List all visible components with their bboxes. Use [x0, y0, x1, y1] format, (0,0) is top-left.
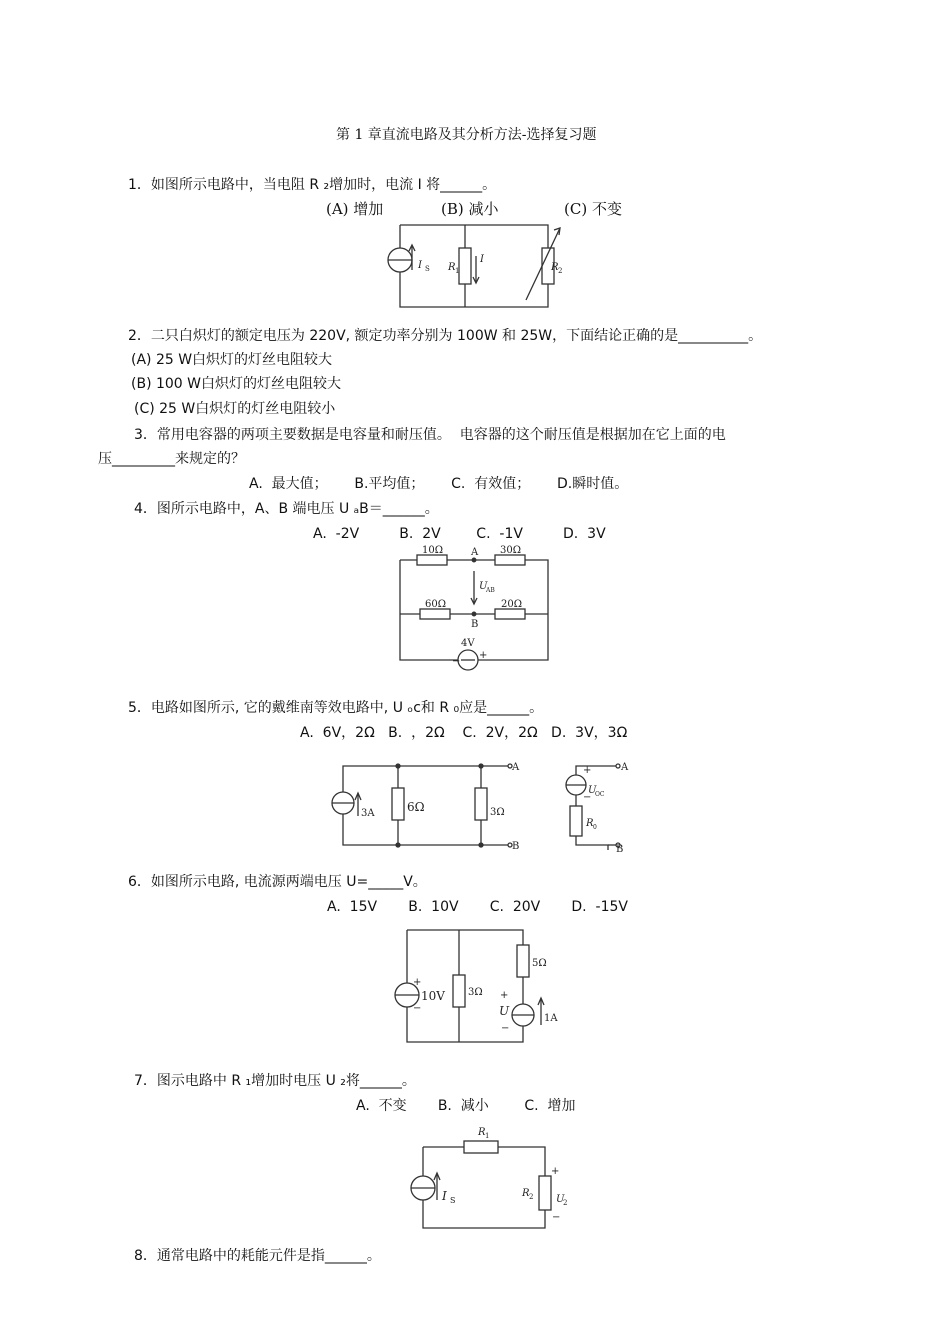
resistor-3ohm — [475, 788, 487, 820]
question-7-stem: 7．图示电路中 R ₁增加时电压 U ₂将______。 — [134, 1073, 416, 1089]
question-6-options: A. 15V B. 10V C. 20V D. -15V — [327, 899, 628, 915]
svg-text:B: B — [512, 841, 520, 852]
svg-text:1: 1 — [485, 1132, 490, 1140]
svg-text:I: I — [480, 254, 484, 265]
question-5-options: A. 6V，2Ω B. ，2Ω C. 2V，2Ω D. 3V，3Ω — [300, 725, 628, 741]
question-1-option-a: (A) 增加 — [326, 200, 384, 218]
question-5-stem: 5．电路如图所示, 它的戴维南等效电路中, U ₒc和 R ₀应是______。 — [128, 700, 544, 716]
question-8-stem: 8．通常电路中的耗能元件是指______。 — [134, 1248, 381, 1264]
question-2-option-c: (C) 25 W白炽灯的灯丝电阻较小 — [134, 401, 336, 417]
page-title: 第 1 章直流电路及其分析方法-选择复习题 — [336, 127, 597, 143]
resistor-r1 — [459, 248, 471, 284]
svg-text:−: − — [413, 1003, 422, 1014]
svg-text:1: 1 — [455, 267, 460, 275]
svg-text:20Ω: 20Ω — [501, 599, 523, 610]
svg-text:10V: 10V — [421, 989, 445, 1003]
svg-text:U: U — [556, 1194, 565, 1205]
svg-text:B: B — [471, 619, 479, 630]
svg-text:2: 2 — [558, 267, 563, 275]
svg-text:S: S — [425, 265, 430, 273]
resistor-20ohm — [495, 609, 525, 619]
svg-text:A: A — [621, 762, 629, 773]
svg-text:1A: 1A — [544, 1013, 558, 1024]
question-6-stem: 6．如图所示电路, 电流源两端电压 U=_____V。 — [128, 874, 427, 890]
question-7-options: A. 不变 B. 减小 C. 增加 — [356, 1098, 576, 1114]
svg-text:30Ω: 30Ω — [500, 545, 522, 556]
svg-text:−: − — [501, 1023, 510, 1034]
svg-text:0: 0 — [593, 824, 597, 831]
resistor-r1 — [464, 1141, 498, 1153]
resistor-6ohm — [392, 788, 404, 820]
question-1-option-b: (B) 减小 — [441, 200, 499, 218]
question-5-circuit — [300, 758, 505, 853]
question-2-option-a: (A) 25 W白炽灯的灯丝电阻较大 — [131, 352, 333, 368]
svg-text:R: R — [478, 1127, 486, 1138]
svg-text:U: U — [588, 785, 597, 796]
svg-text:3Ω: 3Ω — [490, 807, 505, 818]
svg-text:10Ω: 10Ω — [422, 545, 444, 556]
question-2-stem: 2．二只白炽灯的额定电压为 220V, 额定功率分别为 100W 和 25W，下面结论正确的是__________。 — [128, 328, 763, 344]
svg-text:S: S — [450, 1196, 456, 1205]
question-4-circuit — [395, 545, 555, 665]
svg-text:−: − — [452, 656, 461, 667]
svg-text:A: A — [512, 762, 520, 773]
question-3-stem-line1: 3．常用电容器的两项主要数据是电容量和耐压值。 电容器的这个耐压值是根据加在它上面的电 — [134, 427, 726, 443]
svg-text:B: B — [616, 844, 624, 855]
question-3-stem-line2: 压_________来规定的？ — [98, 451, 245, 467]
resistor-60ohm — [420, 609, 450, 619]
resistor-r2 — [539, 1176, 551, 1210]
svg-text:AB: AB — [486, 587, 495, 594]
svg-text:R: R — [551, 262, 559, 273]
svg-text:3A: 3A — [361, 808, 375, 819]
svg-text:R: R — [448, 262, 456, 273]
svg-text:4V: 4V — [461, 638, 475, 649]
svg-text:+: + — [551, 1166, 560, 1177]
svg-text:3Ω: 3Ω — [468, 987, 483, 998]
svg-text:R: R — [586, 818, 594, 829]
svg-text:2: 2 — [529, 1193, 534, 1201]
svg-text:A: A — [471, 547, 479, 558]
question-1-stem: 1．如图所示电路中，当电阻 R ₂增加时，电流 I 将______。 — [128, 177, 497, 193]
question-5-thevenin-circuit — [560, 758, 630, 853]
question-5-circuit-terminals — [508, 758, 528, 853]
question-3-options: A. 最大值； B.平均值； C. 有效值； D.瞬时值。 — [249, 476, 629, 492]
svg-text:+: + — [583, 765, 592, 776]
question-4-options: A. -2V B. 2V C. -1V D. 3V — [313, 526, 606, 542]
svg-text:6Ω: 6Ω — [407, 800, 425, 814]
resistor-5ohm — [517, 945, 529, 977]
question-4-stem: 4．图所示电路中，A、B 端电压 U ₐB＝______。 — [134, 501, 439, 517]
resistor-r0 — [570, 806, 582, 836]
question-1-option-c: (C) 不变 — [564, 200, 622, 218]
svg-text:I: I — [442, 1189, 447, 1203]
svg-text:2: 2 — [563, 1199, 568, 1207]
svg-text:+: + — [500, 990, 509, 1001]
question-1-circuit — [380, 220, 570, 312]
question-6-circuit — [385, 925, 558, 1047]
svg-text:OC: OC — [595, 791, 605, 798]
resistor-30ohm — [495, 555, 525, 565]
svg-text:−: − — [583, 792, 592, 803]
svg-text:U: U — [499, 1004, 510, 1018]
svg-text:−: − — [552, 1212, 561, 1223]
resistor-3ohm — [453, 975, 465, 1007]
svg-text:I: I — [418, 260, 422, 271]
svg-text:5Ω: 5Ω — [532, 958, 547, 969]
svg-text:U: U — [479, 581, 488, 592]
svg-text:R: R — [522, 1188, 530, 1199]
question-2-option-b: (B) 100 W白炽灯的灯丝电阻较大 — [131, 376, 341, 392]
svg-text:+: + — [413, 977, 422, 988]
svg-text:+: + — [479, 650, 488, 661]
resistor-10ohm — [417, 555, 447, 565]
question-7-circuit — [400, 1120, 580, 1232]
svg-text:60Ω: 60Ω — [425, 599, 447, 610]
